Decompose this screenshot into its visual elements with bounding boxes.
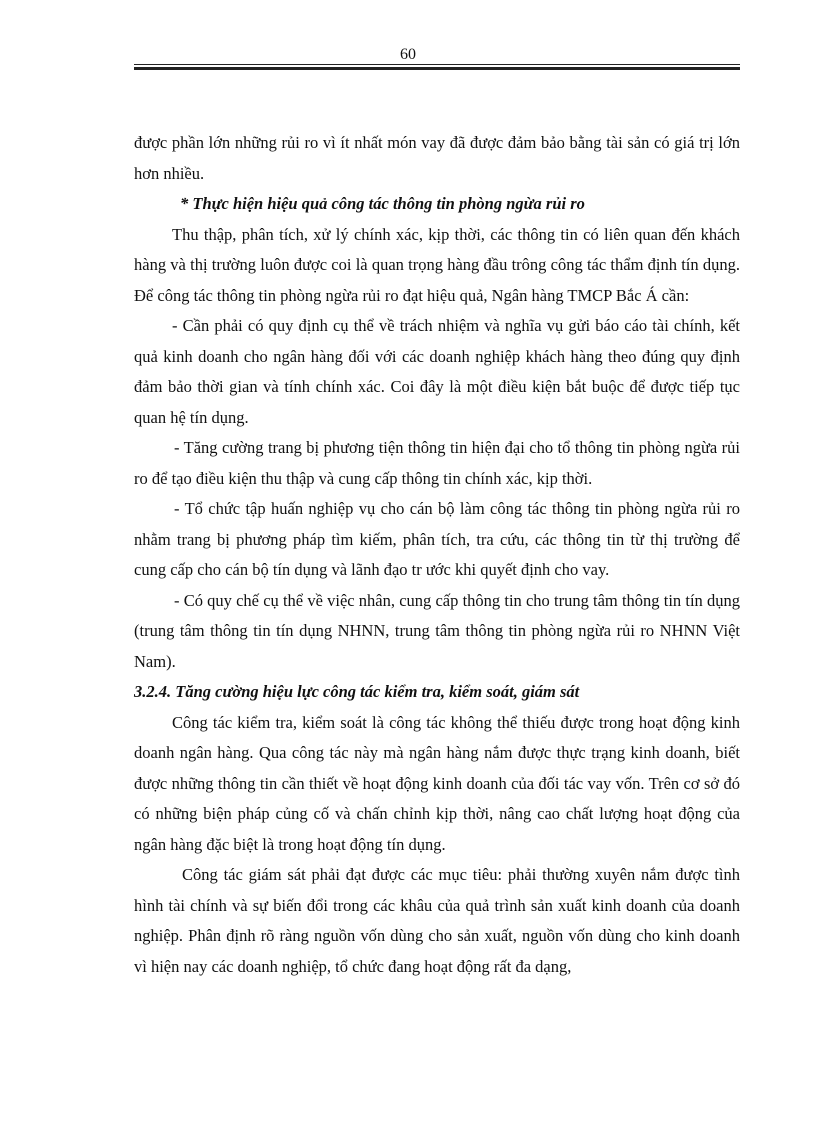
- subheading-information-prevention: * Thực hiện hiệu quả công tác thông tin phòng ngừa rủi ro: [180, 194, 585, 213]
- header-rule-thin: [134, 64, 740, 65]
- paragraph-continuation: được phần lớn những rủi ro vì ít nhất món vay đã được đảm bảo bằng tài sản có giá trị lớn hơn nhiều.: [134, 133, 740, 183]
- paragraph-supervision: Công tác giám sát phải đạt được các mục tiêu: phải thường xuyên nắm được tình hình tài chính và sự biến đổi trong các khâu của quả trình sản xuất kinh doanh của doanh nghiệp. Phân định rõ ràng nguồn vốn dùng cho sản xuất, nguồn vốn dùng cho kinh doanh vì hiện nay các doanh nghiệp, tổ chức đang hoạt động rất đa dạng,: [134, 865, 740, 976]
- page-number: 60: [400, 46, 416, 63]
- bullet-training: - Tổ chức tập huấn nghiệp vụ cho cán bộ làm công tác thông tin phòng ngừa rủi ro nhằm trang bị phương pháp tìm kiếm, phân tích, tra cứu, các thông tin từ thị trường để cung cấp cho cán bộ tín dụng và lãnh đạo tr ước khi quyết định cho vay.: [134, 499, 740, 579]
- paragraph-inspection: Công tác kiểm tra, kiểm soát là công tác không thể thiếu được trong hoạt động kinh doanh ngân hàng. Qua công tác này mà ngân hàng nắm được thực trạng kinh doanh, biết được những thông tin cần thiết về hoạt động kinh doanh của đối tác vay vốn. Trên cơ sở đó có những biện pháp củng cố và chấn chỉnh kịp thời, nâng cao chất lượng hoạt động của ngân hàng đặc biệt là trong hoạt động tín dụng.: [134, 712, 740, 854]
- bullet-equipment: - Tăng cường trang bị phương tiện thông tin hiện đại cho tổ thông tin phòng ngừa rủi ro để tạo điều kiện thu thập và cung cấp thông tin chính xác, kịp thời.: [134, 438, 740, 488]
- section-heading-3-2-4: 3.2.4. Tăng cường hiệu lực công tác kiểm tra, kiểm soát, giám sát: [134, 682, 580, 701]
- paragraph-information-intro: Thu thập, phân tích, xử lý chính xác, kịp thời, các thông tin có liên quan đến khách hàng và thị trường luôn được coi là quan trọng hàng đầu trông công tác thẩm định tín dụng. Để công tác thông tin phòng ngừa rủi ro đạt hiệu quả, Ngân hàng TMCP Bắc Á cần:: [134, 224, 740, 305]
- document-body: [134, 128, 740, 982]
- bullet-regulation: - Có quy chế cụ thể về việc nhân, cung cấp thông tin cho trung tâm thông tin tín dụng (trung tâm thông tin tín dụng NHNN, trung tâm thông tin phòng ngừa rủi ro NHNN Việt Nam).: [134, 590, 740, 671]
- bullet-reporting-obligation: - Cần phải có quy định cụ thể về trách nhiệm và nghĩa vụ gửi báo cáo tài chính, kết quả kinh doanh cho ngân hàng đối với các doanh nghiệp khách hàng theo đúng quy định đảm bảo thời gian và tính chính xác. Coi đây là một điều kiện bắt buộc để được tiếp tục quan hệ tín dụng.: [134, 316, 740, 427]
- header-rule-thick: [134, 67, 740, 70]
